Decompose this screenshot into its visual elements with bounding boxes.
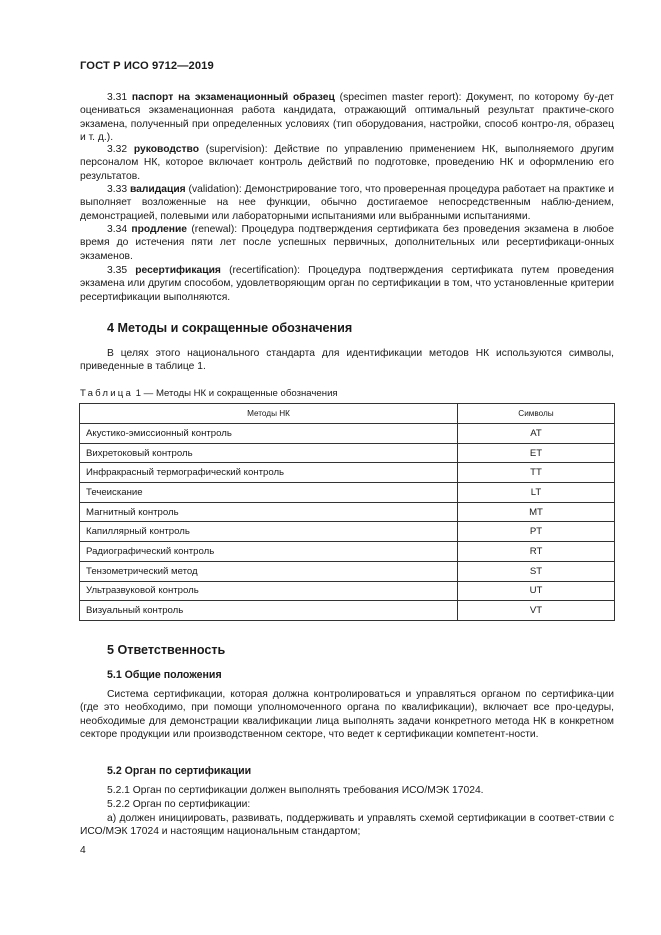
- table-row: [80, 483, 615, 503]
- definition-number: 3.34: [107, 224, 128, 235]
- definition-3-35: [80, 264, 614, 304]
- symbol-cell: UT: [458, 581, 615, 601]
- section-4-title: 4 Методы и сокращенные обозначения: [107, 321, 353, 335]
- table-row: [80, 502, 615, 522]
- method-cell: Магнитный контроль: [80, 502, 458, 522]
- symbol-cell: RT: [458, 542, 615, 562]
- symbol-cell: ET: [458, 443, 615, 463]
- definition-text: (renewal): Процедура подтверждения сертификата без проведения экзамена в любое время до истечения пяти лет после успешных первичных, дополнительных или ресертификаци-онных экзаменов.: [80, 224, 614, 262]
- definition-number: 3.31: [107, 92, 128, 103]
- table-row: [80, 424, 615, 444]
- definition-term: ресертификация: [135, 265, 221, 276]
- symbol-cell: AT: [458, 424, 615, 444]
- table-caption-text: 1 — Методы НК и сокращенные обозначения: [133, 388, 338, 399]
- table-row: [80, 443, 615, 463]
- definition-text: (validation): Демонстрирование того, что проверенная процедура работает на практике и выполняет возложенные на нее функции, обычно достигаемое непосредственным наблю-дением, демонстрацией, полевыми или лабораторными испытаниями или выбранными испытаниями.: [80, 184, 614, 222]
- table-row: [80, 463, 615, 483]
- method-cell: Акустико-эмиссионный контроль: [80, 424, 458, 444]
- subsection-5-1-title: 5.1 Общие положения: [107, 669, 222, 681]
- standard-code-header: ГОСТ Р ИСО 9712—2019: [80, 60, 214, 72]
- subsection-5-1-text: Система сертификации, которая должна контролироваться и управляться органом по сертифика-ции (где это необходимо, при помощи уполномоченного органа по квалификации), включает все про-цедуры, необходимые для демонстрации квалификации лица выполнять задачи конкретного метода НК в конкретном секторе продукции или производственном секторе, что ведет к сертификации компетент-ности.: [80, 689, 614, 741]
- section-4-intro: В целях этого национального стандарта для идентификации методов НК используются символы, приведенные в таблице 1.: [80, 348, 614, 373]
- table-row: [80, 542, 615, 562]
- table-row: [80, 581, 615, 601]
- method-cell: Вихретоковый контроль: [80, 443, 458, 463]
- definition-text: (supervision): Действие по управлению применением НК, выполняемого другим персоналом НК, которое включает контроль действий по подготовке, проведению НК и оформлению его результатов.: [80, 144, 614, 182]
- definition-number: 3.35: [107, 265, 128, 276]
- table-row: [80, 522, 615, 542]
- definition-term: паспорт на экзаменационный образец: [131, 92, 335, 103]
- definition-number: 3.33: [107, 184, 128, 195]
- definition-3-33: [80, 183, 614, 223]
- method-cell: Визуальный контроль: [80, 601, 458, 621]
- method-cell: Инфракрасный термографический контроль: [80, 463, 458, 483]
- definition-term: продление: [131, 224, 187, 235]
- method-cell: Ультразвуковой контроль: [80, 581, 458, 601]
- definition-term: валидация: [129, 184, 186, 195]
- column-header-methods: Методы НК: [80, 404, 458, 424]
- page-number: 4: [80, 845, 86, 856]
- ndt-methods-table: [79, 403, 615, 621]
- symbol-cell: LT: [458, 483, 615, 503]
- method-cell: Радиографический контроль: [80, 542, 458, 562]
- paragraph-5-2-1: 5.2.1 Орган по сертификации должен выполнять требования ИСО/МЭК 17024.: [107, 785, 484, 796]
- definition-text: (recertification): Процедура подтверждения сертификата путем проведения экзамена или другим способом, удовлетворяющим орган по сертификации в том, что установленные критерии ресертификации выполняются.: [80, 265, 614, 303]
- paragraph-5-2-2: 5.2.2 Орган по сертификации:: [107, 799, 251, 810]
- method-cell: Течеискание: [80, 483, 458, 503]
- table-header-row: [80, 404, 615, 424]
- symbol-cell: TT: [458, 463, 615, 483]
- method-cell: Капиллярный контроль: [80, 522, 458, 542]
- method-cell: Тензометрический метод: [80, 561, 458, 581]
- paragraph-5-2-2-a: а) должен инициировать, развивать, поддерживать и управлять схемой сертификации в соответ-ствии с ИСО/МЭК 17024 и настоящим национальным стандартом;: [80, 813, 614, 838]
- column-header-symbols: Символы: [458, 404, 615, 424]
- table-row: [80, 561, 615, 581]
- table-caption-label: Таблица: [80, 388, 134, 399]
- symbol-cell: MT: [458, 502, 615, 522]
- section-5-title: 5 Ответственность: [107, 643, 226, 657]
- subsection-5-2-title: 5.2 Орган по сертификации: [107, 765, 252, 777]
- symbol-cell: PT: [458, 522, 615, 542]
- definition-3-31: [80, 91, 614, 145]
- table-row: [80, 601, 615, 621]
- definition-term: руководство: [133, 144, 200, 155]
- definition-3-34: [80, 223, 614, 263]
- symbol-cell: ST: [458, 561, 615, 581]
- definition-3-32: [80, 143, 614, 183]
- definition-text: (specimen master report): Документ, по которому бу-дет оцениваться экзаменационная работа кандидата, отражающий оптимальный результат практиче-ского экзамена, полученный при определенных условиях (тип оборудования, настройки, способ контро-ля, образец и т. д.).: [80, 92, 614, 144]
- symbol-cell: VT: [458, 601, 615, 621]
- table-1-caption: [80, 388, 338, 399]
- definition-number: 3.32: [107, 144, 128, 155]
